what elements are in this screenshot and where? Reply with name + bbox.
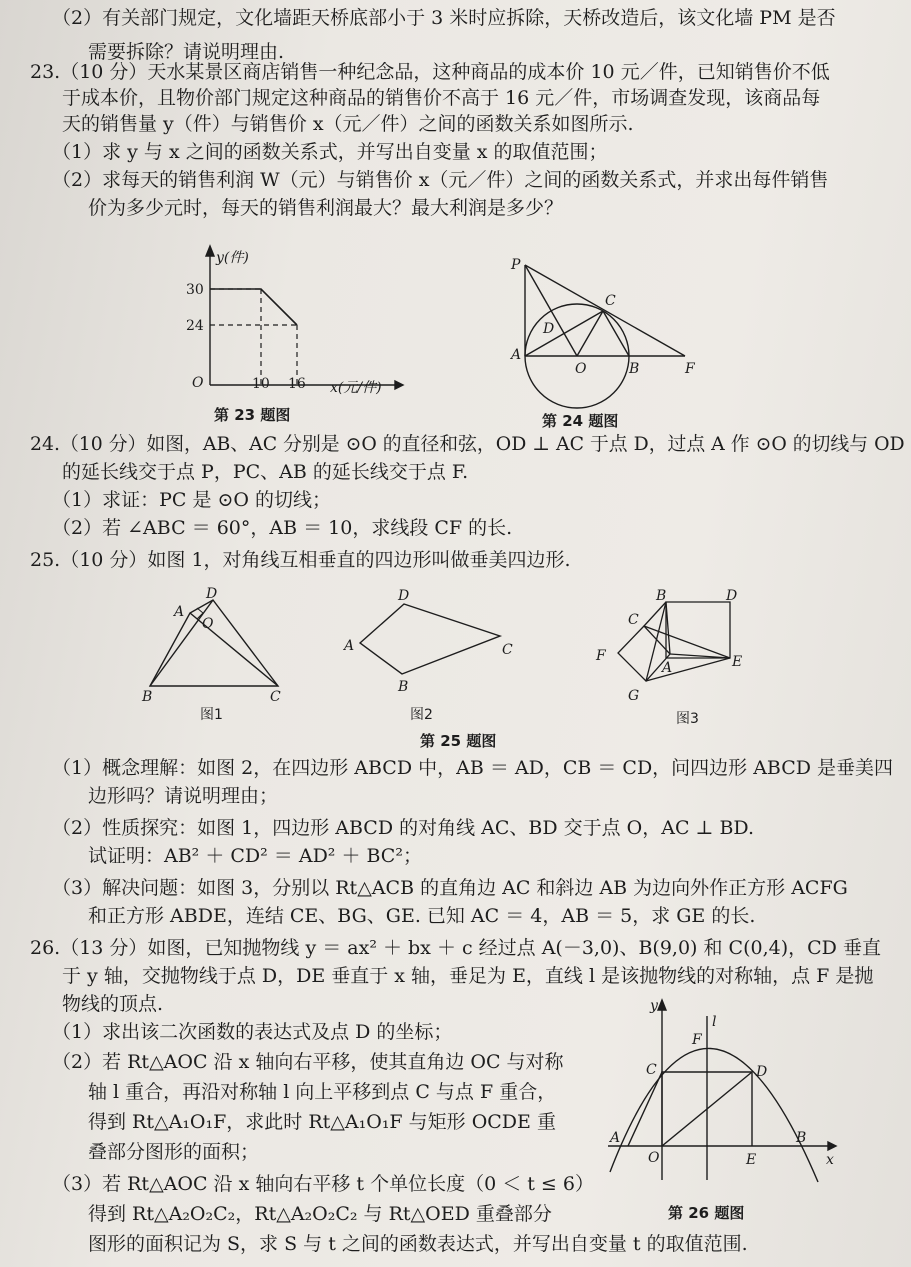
q24-label-F: F [685, 361, 695, 377]
q26-label-D: D [756, 1064, 768, 1080]
q26-label-x: x [826, 1152, 834, 1168]
q26-figure [600, 996, 840, 1196]
q24-figure-caption: 第 24 题图 [542, 412, 619, 430]
q26-x-arrow-icon [828, 1142, 836, 1150]
q26-parabola [610, 1048, 818, 1182]
q26-stem-line3: 物线的顶点. [62, 993, 164, 1015]
q26-label-A: A [610, 1130, 621, 1146]
q24-part1: （1）求证：PC 是 ⊙O 的切线； [52, 489, 332, 511]
q26-part2-line2: 轴 l 重合，再沿对称轴 l 向上平移到点 C 与点 F 重合， [88, 1081, 557, 1103]
q26-label-C: C [646, 1062, 657, 1078]
q26-part2-line4: 叠部分图形的面积； [88, 1141, 260, 1163]
q25-fig2-quad [360, 604, 500, 674]
q25-fig2-B: B [398, 679, 409, 695]
q24-part2: （2）若 ∠ABC ＝ 60°，AB ＝ 10，求线段 CF 的长. [52, 517, 513, 539]
q25-fig2-C: C [502, 642, 513, 658]
q25-fig1-B: B [142, 689, 153, 705]
q26-part3-line2: 得到 Rt△A₂O₂C₂，Rt△A₂O₂C₂ 与 Rt△OED 重叠部分 [88, 1203, 552, 1225]
q25-part3-line1: （3）解决问题：如图 3，分别以 Rt△ACB 的直角边 AC 和斜边 AB 为边向外作正方形 ACFG [52, 877, 848, 899]
q24-line-CB [603, 311, 629, 356]
q22-part2-line1: （2）有关部门规定，文化墙距天桥底部小于 3 米时应拆除，天桥改造后，该文化墙 PM 是否 [52, 7, 836, 29]
q26-label-B: B [796, 1130, 807, 1146]
q23-figure-caption: 第 23 题图 [214, 406, 291, 424]
q25-figure3 [590, 588, 760, 708]
q25-part2-line1: （2）性质探究：如图 1，四边形 ABCD 的对角线 AC、BD 交于点 O，AC ⊥ BD. [52, 817, 755, 839]
q25-fig2-D: D [398, 588, 410, 604]
q23-stem-line3: 天的销售量 y（件）与销售价 x（元／件）之间的函数关系如图所示. [62, 113, 634, 135]
q24-label-P: P [511, 257, 521, 273]
q25-figure1-caption: 图1 [200, 707, 223, 723]
q24-chord-AC [525, 311, 603, 356]
q23-x16: 16 [288, 376, 306, 392]
q24-line-PO [525, 265, 577, 356]
q26-label-O: O [648, 1150, 660, 1166]
q25-fig3-D: D [726, 588, 738, 604]
q26-part2-line3: 得到 Rt△A₁O₁F，求此时 Rt△A₁O₁F 与矩形 OCDE 重 [88, 1111, 556, 1133]
q24-label-D: D [543, 321, 555, 337]
q25-figures-caption: 第 25 题图 [420, 732, 497, 750]
q26-label-l: l [712, 1014, 717, 1030]
q26-part1: （1）求出该二次函数的表达式及点 D 的坐标； [52, 1021, 453, 1043]
q25-fig3-CE [644, 626, 730, 658]
q25-fig1-O: O [202, 616, 214, 632]
q25-fig3-G: G [628, 688, 640, 704]
q24-label-B: B [629, 361, 640, 377]
q25-fig3-square-ABDE [666, 602, 730, 658]
q23-part2-line1: （2）求每天的销售利润 W（元）与销售价 x（元／件）之间的函数关系式，并求出每件销售 [52, 169, 829, 191]
q23-ylabel: y(件) [216, 250, 249, 266]
q26-part2-line1: （2）若 Rt△AOC 沿 x 轴向右平移，使其直角边 OC 与对称 [52, 1051, 564, 1073]
q23-function-line [210, 289, 297, 325]
q25-figure2 [340, 588, 540, 708]
q22-part2-line2: 需要拆除？请说明理由. [88, 41, 285, 63]
q24-label-C: C [605, 293, 616, 309]
q23-y24: 24 [186, 318, 204, 334]
q25-part1-line1: （1）概念理解：如图 2，在四边形 ABCD 中，AB ＝ AD，CB ＝ CD，问四边形 ABCD 是垂美四 [52, 757, 894, 779]
q25-fig1-A: A [174, 604, 185, 620]
q26-label-y: y [650, 998, 658, 1014]
q23-stem-line2: 于成本价，且物价部门规定这种商品的销售价不高于 16 元／件，市场调查发现，该商品每 [62, 87, 821, 109]
q23-stem-line1: 23.（10 分）天水某景区商店销售一种纪念品，这种商品的成本价 10 元／件，已知销售价不低 [30, 61, 830, 83]
q23-y-arrow-icon [206, 246, 214, 256]
q25-figure3-caption: 图3 [676, 711, 699, 727]
q26-label-E: E [746, 1152, 757, 1168]
q25-stem: 25.（10 分）如图 1，对角线互相垂直的四边形叫做垂美四边形. [30, 549, 571, 571]
q23-origin: O [192, 375, 204, 391]
q25-fig3-E: E [732, 654, 743, 670]
q26-figure-caption: 第 26 题图 [668, 1204, 745, 1222]
q23-graph [170, 240, 410, 410]
q25-figure2-caption: 图2 [410, 707, 433, 723]
q24-label-A: A [511, 347, 522, 363]
q24-figure [505, 255, 705, 415]
q26-label-F: F [692, 1032, 702, 1048]
q25-figure1 [140, 588, 300, 708]
q26-part3-line3: 图形的面积记为 S，求 S 与 t 之间的函数表达式，并写出自变量 t 的取值范围. [88, 1233, 748, 1255]
q26-stem-line1: 26.（13 分）如图，已知抛物线 y ＝ ax² ＋ bx ＋ c 经过点 A(－3,0)、B(9,0) 和 C(0,4)，CD 垂直 [30, 937, 881, 959]
q23-part1: （1）求 y 与 x 之间的函数关系式，并写出自变量 x 的取值范围； [52, 141, 608, 163]
q23-x10: 10 [252, 376, 270, 392]
q24-stem-line1: 24.（10 分）如图，AB、AC 分别是 ⊙O 的直径和弦，OD ⊥ AC 于点 D，过点 A 作 ⊙O 的切线与 OD [30, 433, 905, 455]
q26-stem-line2: 于 y 轴，交抛物线于点 D，DE 垂直于 x 轴，垂足为 E，直线 l 是该抛物线的对称轴，点 F 是抛 [62, 965, 874, 987]
q25-fig1-C: C [270, 689, 281, 705]
q25-part3-line2: 和正方形 ABDE，连结 CE、BG、GE. 已知 AC ＝ 4，AB ＝ 5，求 GE 的长. [88, 905, 756, 927]
q25-fig1-D: D [206, 586, 218, 602]
q25-part2-line2: 试证明：AB² ＋ CD² ＝ AD² ＋ BC²； [88, 845, 422, 867]
q23-y30: 30 [186, 282, 204, 298]
q23-x-arrow-icon [395, 381, 403, 389]
q23-part2-line2: 价为多少元时，每天的销售利润最大？最大利润是多少？ [88, 197, 564, 219]
q25-fig3-C: C [628, 612, 639, 628]
q26-part3-line1: （3）若 Rt△AOC 沿 x 轴向右平移 t 个单位长度（0 ＜ t ≤ 6） [52, 1173, 594, 1195]
q23-xlabel: x(元/件) [330, 380, 382, 396]
q24-stem-line2: 的延长线交于点 P，PC、AB 的延长线交于点 F. [62, 461, 469, 483]
q25-fig3-B: B [656, 588, 667, 604]
q26-line-AC [628, 1072, 662, 1146]
q25-fig3-A: A [662, 660, 673, 676]
q25-fig2-A: A [344, 638, 355, 654]
q25-fig3-F: F [596, 648, 606, 664]
q25-fig1-quad [150, 600, 278, 686]
q25-part1-line2: 边形吗？请说明理由； [88, 785, 279, 807]
q25-fig3-GE [646, 658, 730, 681]
q24-label-O: O [575, 361, 587, 377]
q26-y-arrow-icon [658, 1000, 666, 1010]
